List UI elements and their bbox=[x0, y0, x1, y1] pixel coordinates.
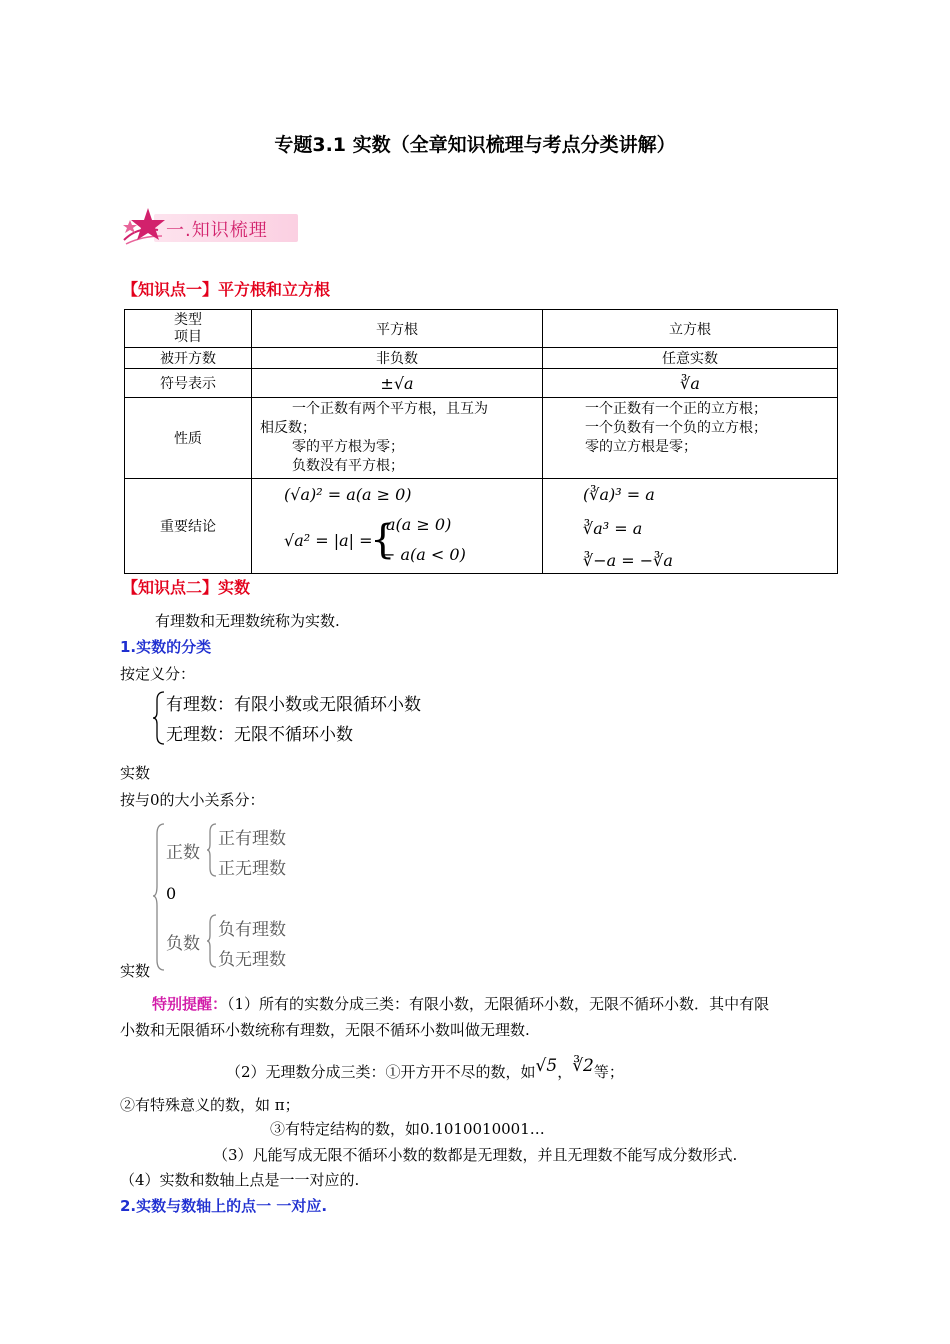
row-label-radicand: 被开方数 bbox=[125, 348, 252, 369]
reminder-1-text: （1）所有的实数分成三类：有限小数，无限循环小数，无限不循环小数．其中有限 bbox=[227, 995, 770, 1013]
header-item-label: 项目 bbox=[174, 328, 202, 345]
sqrt-eq-1: (√a)² = a(a ≥ 0) bbox=[284, 485, 412, 504]
table-header-row bbox=[125, 310, 838, 348]
header-corner-cell bbox=[125, 310, 252, 348]
rational-def: 有理数：有限小数或无限循环小数 bbox=[166, 695, 421, 715]
sqrt-eq-2-lhs: √a² = |a| = bbox=[284, 531, 373, 550]
neg-irrational: 负无理数 bbox=[218, 950, 286, 970]
brace-icon bbox=[152, 690, 166, 746]
real-label-2: 实数 bbox=[120, 962, 151, 980]
comma: ， bbox=[557, 1063, 573, 1081]
property-line: 一个正数有一个正的立方根； bbox=[585, 401, 767, 417]
reminder-4: （4）实数和数轴上点是一一对应的. bbox=[120, 1171, 360, 1189]
irrational-def: 无理数：无限不循环小数 bbox=[166, 725, 353, 745]
zero-label: 0 bbox=[166, 884, 177, 903]
row-label-conclusion: 重要结论 bbox=[125, 479, 252, 574]
positive-label: 正数 bbox=[166, 843, 200, 863]
cbrt-eq-3: ∛−a = −∛a bbox=[583, 551, 673, 570]
cbrt-eq-2: ∛a³ = a bbox=[583, 519, 643, 538]
table-row bbox=[125, 369, 838, 398]
pos-irrational: 正无理数 bbox=[218, 859, 286, 879]
sqrt-radicand: 非负数 bbox=[252, 348, 543, 369]
section1-title: 1.实数的分类 bbox=[120, 638, 212, 656]
sqrt-symbol: ±√a bbox=[252, 369, 543, 398]
cbrt-radicand: 任意实数 bbox=[543, 348, 838, 369]
kp1-heading: 【知识点一】平方根和立方根 bbox=[122, 280, 331, 299]
section-banner bbox=[118, 206, 302, 250]
header-sqrt: 平方根 bbox=[252, 310, 543, 348]
kp2-heading: 【知识点二】实数 bbox=[122, 578, 251, 597]
property-line: 一个负数有一个负的立方根； bbox=[585, 420, 767, 436]
neg-rational: 负有理数 bbox=[218, 920, 286, 940]
header-cbrt: 立方根 bbox=[543, 310, 838, 348]
real-label: 实数 bbox=[120, 764, 151, 782]
by-zero-label: 按与0的大小关系分： bbox=[120, 791, 265, 809]
reminder-2a bbox=[226, 1056, 624, 1082]
table-row bbox=[125, 398, 838, 479]
cbrt2: ∛2 bbox=[572, 1056, 594, 1076]
reminder-3: （3）凡能写成无限不循环小数的数都是无理数，并且无理数不能写成分数形式. bbox=[213, 1146, 738, 1164]
sqrt5: √5 bbox=[535, 1056, 558, 1076]
roots-table bbox=[124, 309, 838, 574]
property-line: 负数没有平方根； bbox=[292, 458, 404, 474]
page-title: 专题3.1 实数（全章知识梳理与考点分类讲解） bbox=[274, 134, 676, 156]
brace-icon: { bbox=[370, 517, 396, 563]
sqrt-eq-2-case1: a(a ≥ 0) bbox=[386, 515, 452, 534]
row-label-symbol: 符号表示 bbox=[125, 369, 252, 398]
table-row bbox=[125, 479, 838, 574]
property-line: 零的平方根为零； bbox=[292, 439, 404, 455]
property-line: 零的立方根是零； bbox=[585, 439, 697, 455]
section2-title: 2.实数与数轴上的点一 一对应. bbox=[120, 1197, 328, 1215]
reminder-2c: ②有特殊意义的数，如 π； bbox=[120, 1096, 300, 1114]
sqrt-property bbox=[252, 398, 543, 479]
sqrt-conclusion bbox=[252, 479, 543, 574]
brace-icon bbox=[206, 913, 218, 969]
cbrt-property bbox=[543, 398, 838, 479]
kp2-intro: 有理数和无理数统称为实数. bbox=[155, 612, 340, 630]
pos-rational: 正有理数 bbox=[218, 829, 286, 849]
property-line: 一个正数有两个平方根，且互为 bbox=[292, 401, 488, 417]
table-row bbox=[125, 348, 838, 369]
reminder-label: 特别提醒： bbox=[152, 995, 228, 1013]
reminder-1a bbox=[152, 993, 769, 1014]
brace-icon bbox=[152, 822, 166, 972]
property-line: 相反数； bbox=[260, 420, 316, 436]
header-type-label: 类型 bbox=[174, 311, 202, 328]
cbrt-symbol: ∛a bbox=[543, 369, 838, 398]
by-definition-label: 按定义分： bbox=[120, 665, 196, 683]
reminder-2-text: （2）无理数分成三类：①开方开不尽的数，如 bbox=[226, 1063, 536, 1081]
banner-label: 一.知识梳理 bbox=[166, 220, 268, 241]
reminder-2d: ③有特定结构的数，如0.1010010001… bbox=[270, 1120, 545, 1138]
brace-icon bbox=[206, 822, 218, 878]
reminder-2-tail: 等； bbox=[593, 1063, 624, 1081]
cbrt-eq-1: (∛a)³ = a bbox=[583, 485, 655, 504]
cbrt-conclusion bbox=[543, 479, 838, 574]
row-label-property: 性质 bbox=[125, 398, 252, 479]
reminder-1b: 小数和无限循环小数统称有理数，无限不循环小数叫做无理数. bbox=[120, 1021, 530, 1039]
sqrt-eq-2-case2: − a(a < 0) bbox=[382, 545, 466, 564]
negative-label: 负数 bbox=[166, 934, 200, 954]
